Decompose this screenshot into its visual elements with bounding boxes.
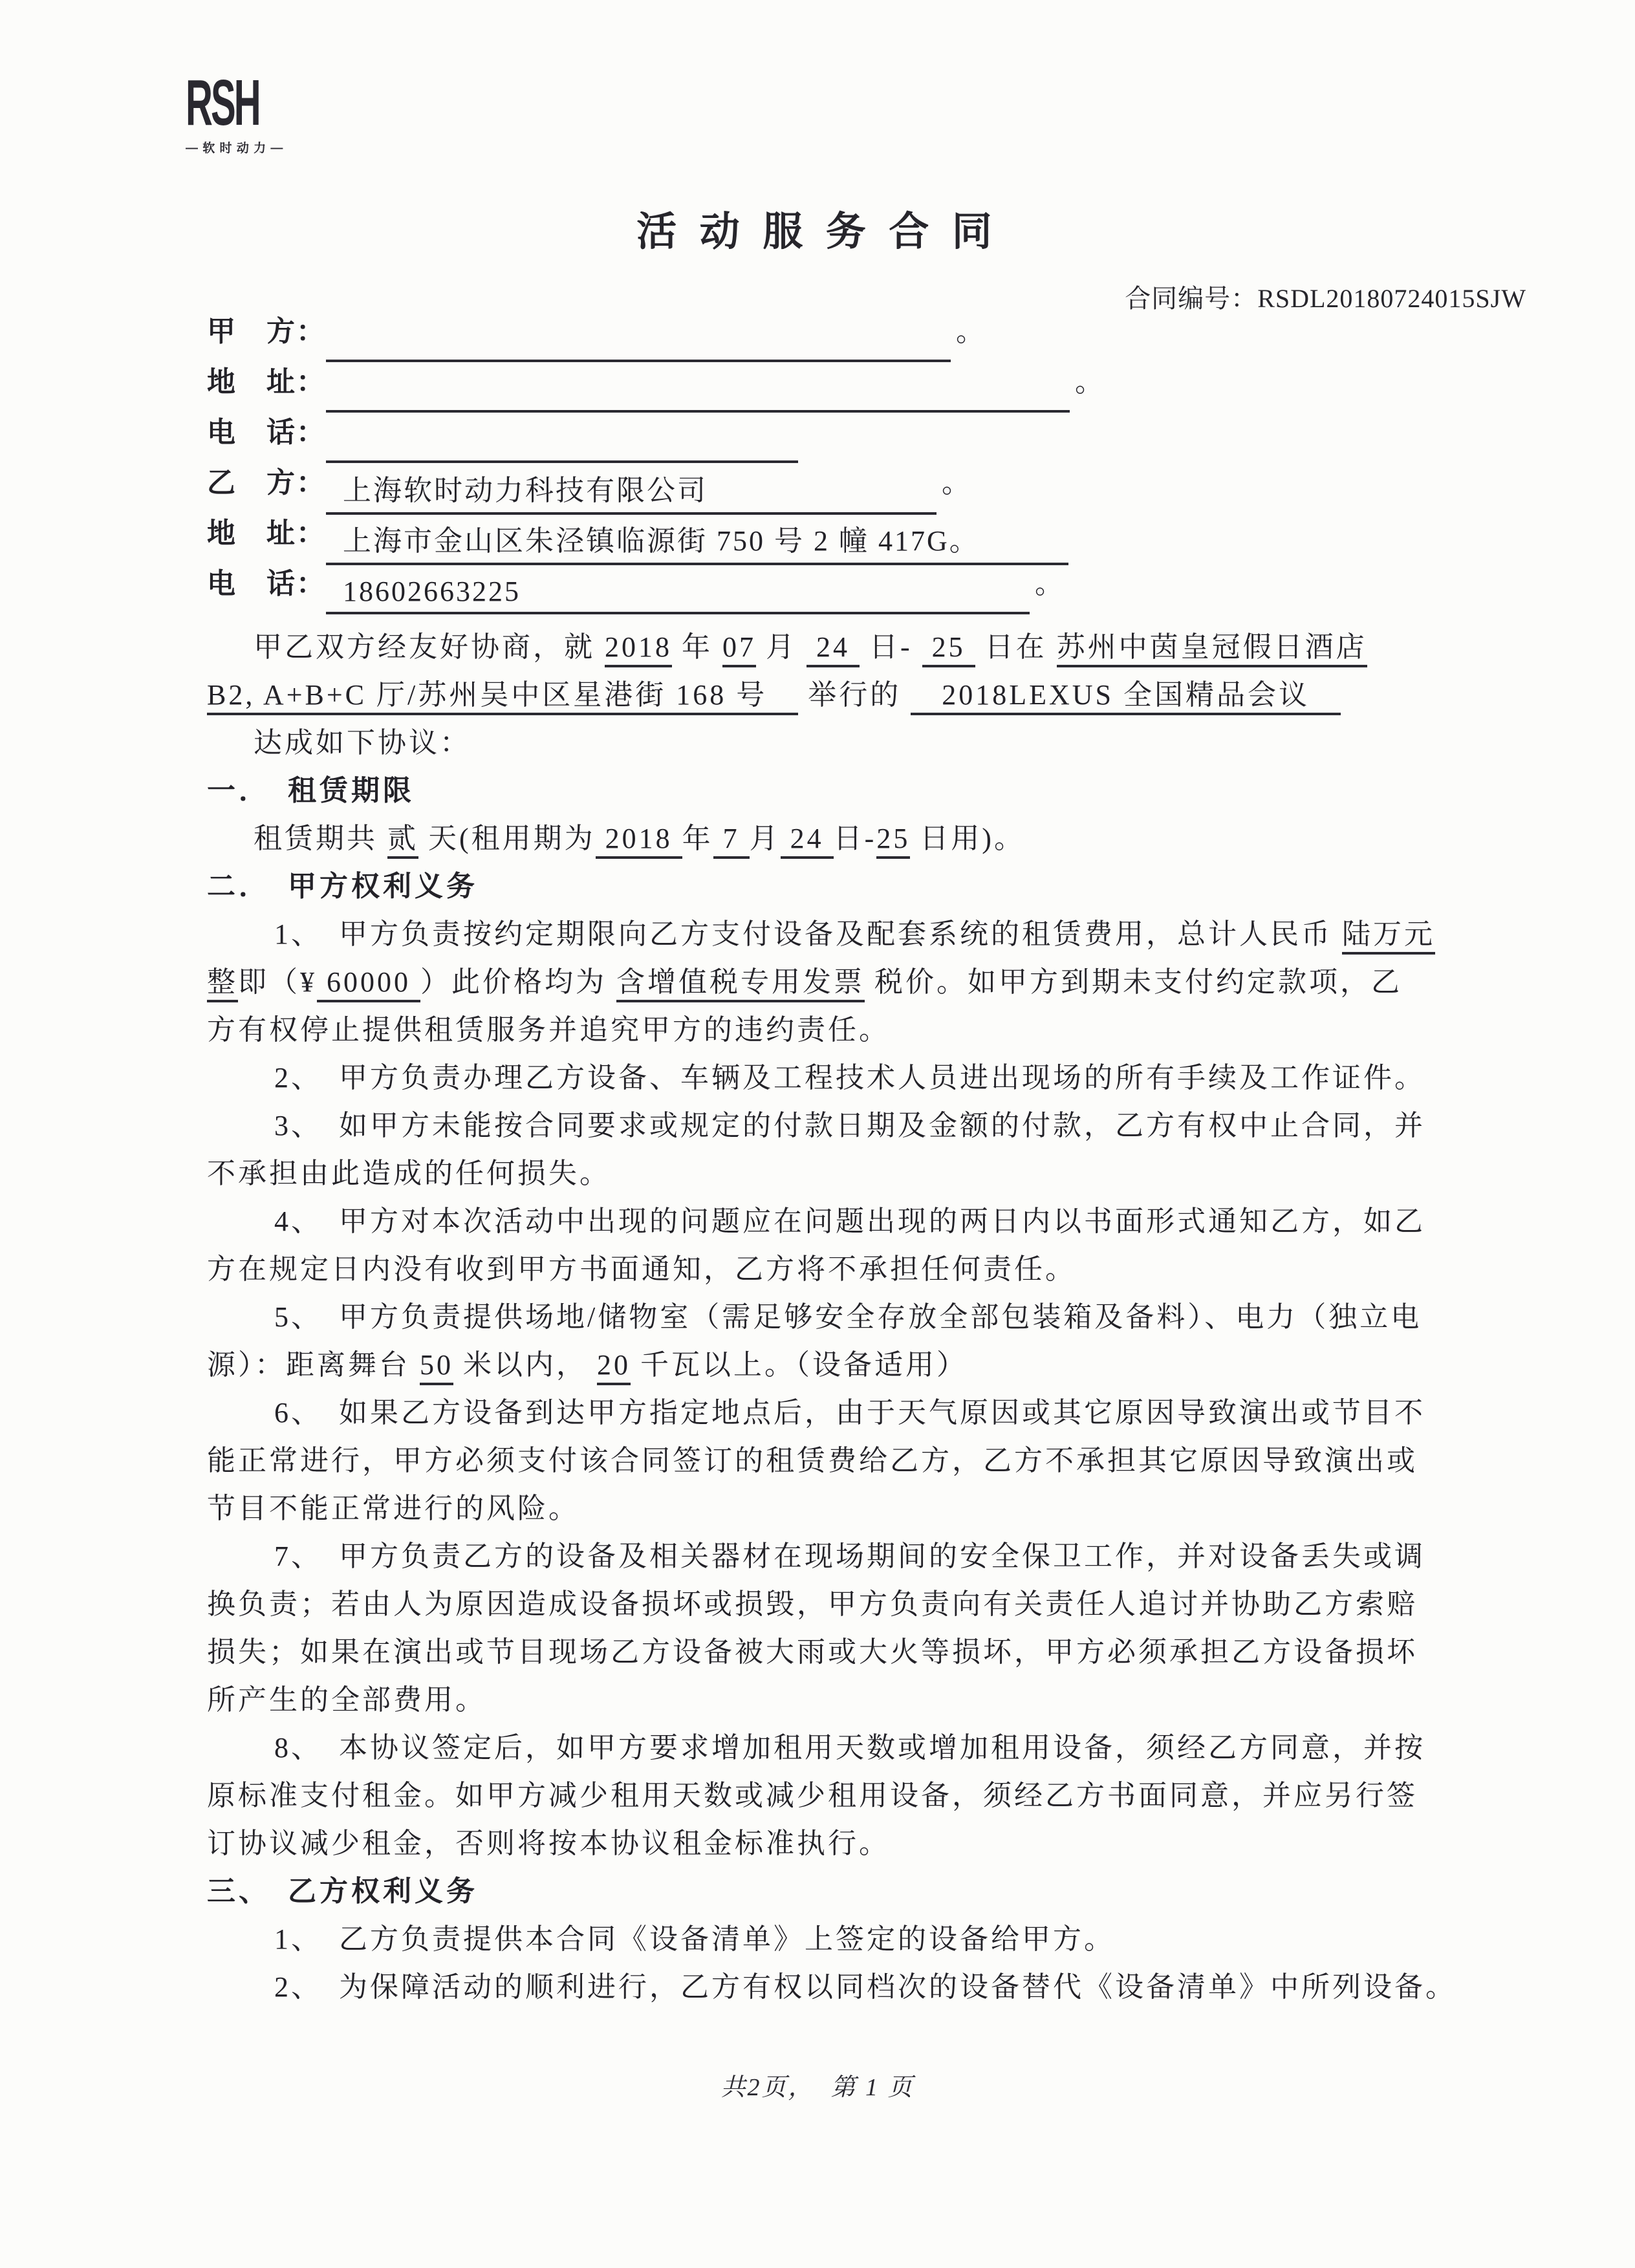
contract-line [207,623,1494,671]
contract-line [207,1724,1494,1772]
contract-line [207,1293,1494,1341]
text-segment: 一． 租赁期限 [207,775,415,806]
contract-line [207,1676,1494,1724]
text-segment: 日在 [975,631,1057,663]
underlined-blank-value: 20 [597,1349,631,1385]
party-row [207,458,1494,508]
page-title: 活 动 服 务 合 同 [636,210,999,254]
contract-line [207,1820,1494,1868]
contract-line [207,1533,1494,1581]
underlined-blank-value: 25 [876,823,910,859]
party-label: 电 话： [207,568,326,599]
text-segment: 5、 甲方负责提供场地/储物室（需足够安全存放全部包装箱及备料）、电力（独立电 [274,1301,1422,1333]
party-suffix [798,416,803,448]
underlined-blank-value: 2018 [596,823,682,859]
text-segment: 3、 如甲方未能按合同要求或规定的付款日期及金额的付款，乙方有权中止合同，并 [274,1110,1425,1141]
underlined-blank-value: 贰 [387,823,418,859]
contract-line [207,1150,1494,1198]
underlined-blank-value: 苏州中茵皇冠假日酒店 [1057,631,1367,667]
text-segment: 即（¥ [238,966,317,998]
party-value: 18602663225 [343,576,521,607]
underlined-blank-value: 整 [207,966,238,1002]
text-segment: 6、 如果乙方设备到达甲方指定地点后，由于天气原因或其它原因导致演出或节目不 [274,1397,1425,1429]
contract-body [207,623,1494,2011]
contract-line [207,671,1494,719]
contract-line [207,863,1494,911]
text-segment: 所产生的全部费用。 [207,1684,486,1716]
text-segment: 订协议减少租金，否则将按本协议租金标准执行。 [207,1828,890,1859]
underlined-blank-value: B2, A+B+C 厅/苏州吴中区星港街 168 号 [207,679,798,715]
party-suffix: 。 [1075,366,1103,398]
text-segment: 源）：距离舞台 [207,1349,420,1381]
text-segment: ）此价格均为 [420,966,616,998]
underlined-blank-value: 2018LEXUS 全国精品会议 [911,679,1341,715]
text-segment: 年 [672,631,722,663]
text-segment: 天(租用期为 [418,823,596,854]
underlined-blank-value: 60000 [317,966,420,1002]
fill-in-blank [326,517,1068,565]
party-row [207,407,1494,458]
fill-in-blank [326,467,937,515]
text-segment: 日- [860,631,922,663]
underlined-blank-value: 含增值税专用发票 [616,966,865,1002]
party-suffix: 。 [942,467,970,499]
party-suffix [1068,517,1074,549]
contract-line [207,1006,1494,1054]
contract-number-label: 合同编号： [1125,284,1258,313]
party-row [207,307,1494,357]
party-label: 电 话： [207,416,326,448]
party-row [207,508,1494,559]
underlined-blank-value: 7 [713,823,750,859]
contract-line [207,1437,1494,1485]
text-segment: 二． 甲方权利义务 [207,870,478,902]
text-segment: 举行的 [798,679,911,711]
text-segment: 月 [749,823,781,854]
contract-line [207,1246,1494,1293]
contract-line [207,1389,1494,1437]
contract-line [207,1963,1494,2011]
text-segment: 2、 甲方负责办理乙方设备、车辆及工程技术人员进出现场的所有手续及工作证件。 [274,1062,1425,1094]
party-value: 上海市金山区朱泾镇临源街 750 号 2 幢 417G。 [343,525,980,557]
party-suffix: 。 [956,316,984,347]
contract-line [207,958,1494,1006]
underlined-blank-value: 2018 [605,631,672,667]
text-segment: 日- [833,823,877,854]
contract-line [207,1054,1494,1102]
underlined-blank-value: 陆万元 [1342,918,1435,955]
fill-in-blank [326,424,798,463]
underlined-blank-value: 50 [420,1349,453,1385]
contract-line [207,911,1494,958]
party-label: 乙 方： [207,467,326,499]
contract-line [207,1102,1494,1150]
text-segment: 甲乙双方经友好协商，就 [254,631,605,663]
page-number-footer: 共2页， 第 1 页 [720,2074,915,2101]
fill-in-blank [326,575,1030,614]
underlined-blank-value: 25 [922,631,975,667]
party-label: 地 址： [207,366,326,398]
text-segment: 不承担由此造成的任何损失。 [207,1158,611,1189]
contract-line [207,1341,1494,1389]
text-segment: 年 [682,823,713,854]
contract-line [207,1772,1494,1820]
party-suffix: 。 [1035,568,1063,599]
contract-content [207,307,1494,2011]
party-value [326,424,343,456]
fill-in-blank [326,323,951,362]
contract-line [207,1916,1494,1963]
text-segment: 达成如下协议： [254,727,471,759]
party-value: 上海软时动力科技有限公司 [343,475,708,506]
text-segment: 7、 甲方负责乙方的设备及相关器材在现场期间的安全保卫工作，并对设备丢失或调 [274,1540,1425,1572]
party-row [207,357,1494,407]
logo-subtext: — 软 时 动 力 — [186,142,284,155]
party-value [326,323,343,355]
text-segment: 4、 甲方对本次活动中出现的问题应在问题出现的两日内以书面形式通知乙方，如乙 [274,1205,1425,1237]
text-segment: 损失；如果在演出或节目现场乙方设备被大雨或大火等损坏，甲方必须承担乙方设备损坏 [207,1636,1418,1668]
fill-in-blank [326,373,1070,413]
contract-line [207,1868,1494,1916]
text-segment: 月 [756,631,807,663]
party-label: 甲 方： [207,316,326,347]
underlined-blank-value: 07 [722,631,756,667]
text-segment: 8、 本协议签定后，如甲方要求增加租用天数或增加租用设备，须经乙方同意，并按 [274,1732,1425,1764]
text-segment: 1、 乙方负责提供本合同《设备清单》上签定的设备给甲方。 [274,1923,1115,1955]
contract-line [207,719,1494,767]
text-segment: 米以内， [453,1349,597,1381]
underlined-blank-value: 24 [807,631,860,667]
text-segment: 2、 为保障活动的顺利进行，乙方有权以同档次的设备替代《设备清单》中所列设备。 [274,1971,1456,2003]
text-segment: 换负责；若由人为原因造成设备损坏或损毁，甲方负责向有关责任人追讨并协助乙方索赔 [207,1588,1418,1620]
text-segment: 节目不能正常进行的风险。 [207,1493,579,1524]
text-segment: 日用)。 [910,823,1025,854]
contract-line [207,1485,1494,1533]
text-segment: 千瓦以上。（设备适用） [631,1349,968,1381]
text-segment: 1、 甲方负责按约定期限向乙方支付设备及配套系统的租赁费用，总计人民币 [274,918,1342,950]
text-segment: 方有权停止提供租赁服务并追究甲方的违约责任。 [207,1014,890,1046]
contract-line [207,767,1494,815]
contract-line [207,1628,1494,1676]
underlined-blank-value: 24 [781,823,834,859]
text-segment: 租赁期共 [254,823,387,854]
text-segment: 方在规定日内没有收到甲方书面通知，乙方将不承担任何责任。 [207,1253,1076,1285]
company-logo [186,67,312,156]
text-segment: 能正常进行，甲方必须支付该合同签订的租赁费给乙方，乙方不承担其它原因导致演出或 [207,1445,1418,1476]
party-value [326,374,343,405]
contract-number-value: RSDL20180724015SJW [1257,284,1526,313]
contract-line [207,1581,1494,1628]
text-segment: 原标准支付租金。如甲方减少租用天数或减少租用设备，须经乙方书面同意，并应另行签 [207,1780,1418,1811]
contract-line [207,1198,1494,1246]
text-segment: 三、 乙方权利义务 [207,1875,478,1907]
text-segment: 税价。如甲方到期未支付约定款项，乙 [865,966,1402,998]
logo-text: RSH [186,67,259,139]
contract-line [207,815,1494,863]
party-label: 地 址： [207,517,326,549]
party-row [207,559,1494,609]
